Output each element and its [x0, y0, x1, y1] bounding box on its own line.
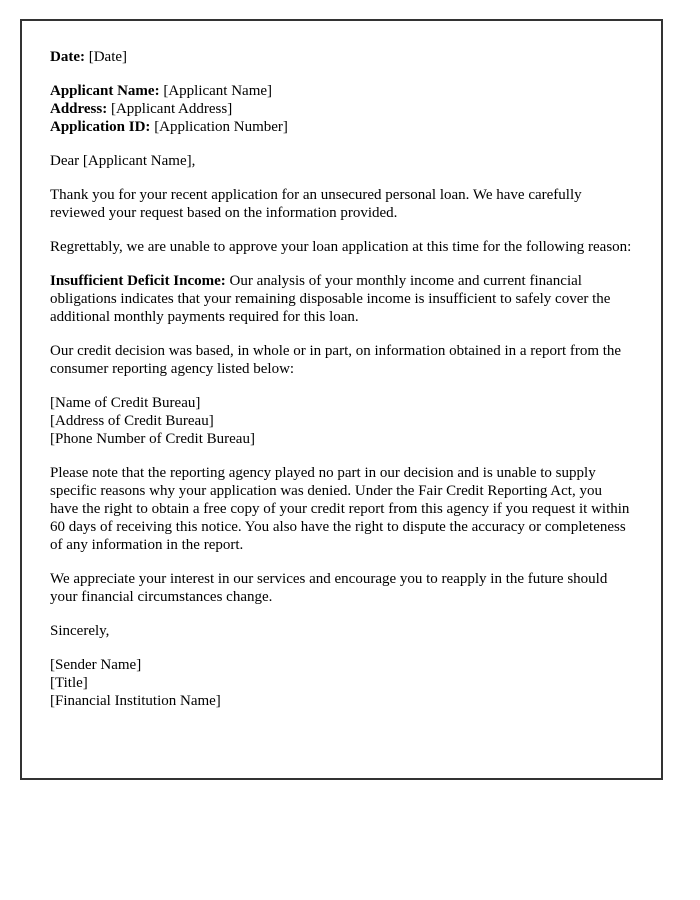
application-id-value: [Application Number]	[154, 119, 288, 135]
applicant-name-line	[50, 82, 633, 100]
sign-off: Sincerely,	[50, 623, 110, 639]
applicant-info-block	[50, 82, 633, 136]
credit-decision-paragraph: Our credit decision was based, in whole or in part, on information obtained in a report from the consumer reporting agency listed below:	[50, 343, 622, 377]
intro-paragraph: Thank you for your recent application for an unsecured personal loan. We have carefully reviewed your request based on the information provided.	[50, 187, 582, 221]
address-value: [Applicant Address]	[110, 101, 233, 117]
applicant-name-value: [Applicant Name]	[163, 83, 273, 99]
application-id-label: Application ID:	[50, 119, 151, 135]
date-label: Date:	[50, 49, 85, 65]
fcra-notice-paragraph: Please note that the reporting agency played no part in our decision and is unable to supply specific reasons why your application was denied. Under the Fair Credit Reporting Act, you have the right to obtain a free copy of your credit report from this agency if you request it within 60 days of receiving this notice. You also have the right to dispute the accuracy or completeness of any information in the report.	[50, 465, 630, 553]
credit-bureau-block	[50, 394, 633, 448]
reason-paragraph	[50, 272, 633, 326]
application-id-line	[50, 118, 633, 136]
bureau-phone-line: [Phone Number of Credit Bureau]	[50, 431, 255, 447]
reason-label: Insufficient Deficit Income:	[50, 273, 226, 289]
salutation: Dear [Applicant Name],	[50, 153, 196, 169]
sender-name-line: [Sender Name]	[50, 657, 142, 673]
closing-paragraph: We appreciate your interest in our services and encourage you to reapply in the future should your financial circumstances change.	[50, 571, 608, 605]
bureau-address-line: [Address of Credit Bureau]	[50, 413, 214, 429]
bureau-name-line: [Name of Credit Bureau]	[50, 395, 201, 411]
date-line	[50, 48, 633, 66]
address-label: Address:	[50, 101, 108, 117]
signature-block	[50, 656, 633, 710]
sender-title-line: [Title]	[50, 675, 88, 691]
address-line	[50, 100, 633, 118]
letter-document	[20, 19, 663, 780]
applicant-name-label: Applicant Name:	[50, 83, 160, 99]
institution-name-line: [Financial Institution Name]	[50, 693, 221, 709]
regret-paragraph: Regrettably, we are unable to approve your loan application at this time for the following reason:	[50, 239, 632, 255]
date-value: [Date]	[88, 49, 128, 65]
reason-body: Our analysis of your monthly income and current financial obligations indicates that your remaining disposable income is insufficient to safely cover the additional monthly payments required for this loan.	[50, 273, 611, 325]
